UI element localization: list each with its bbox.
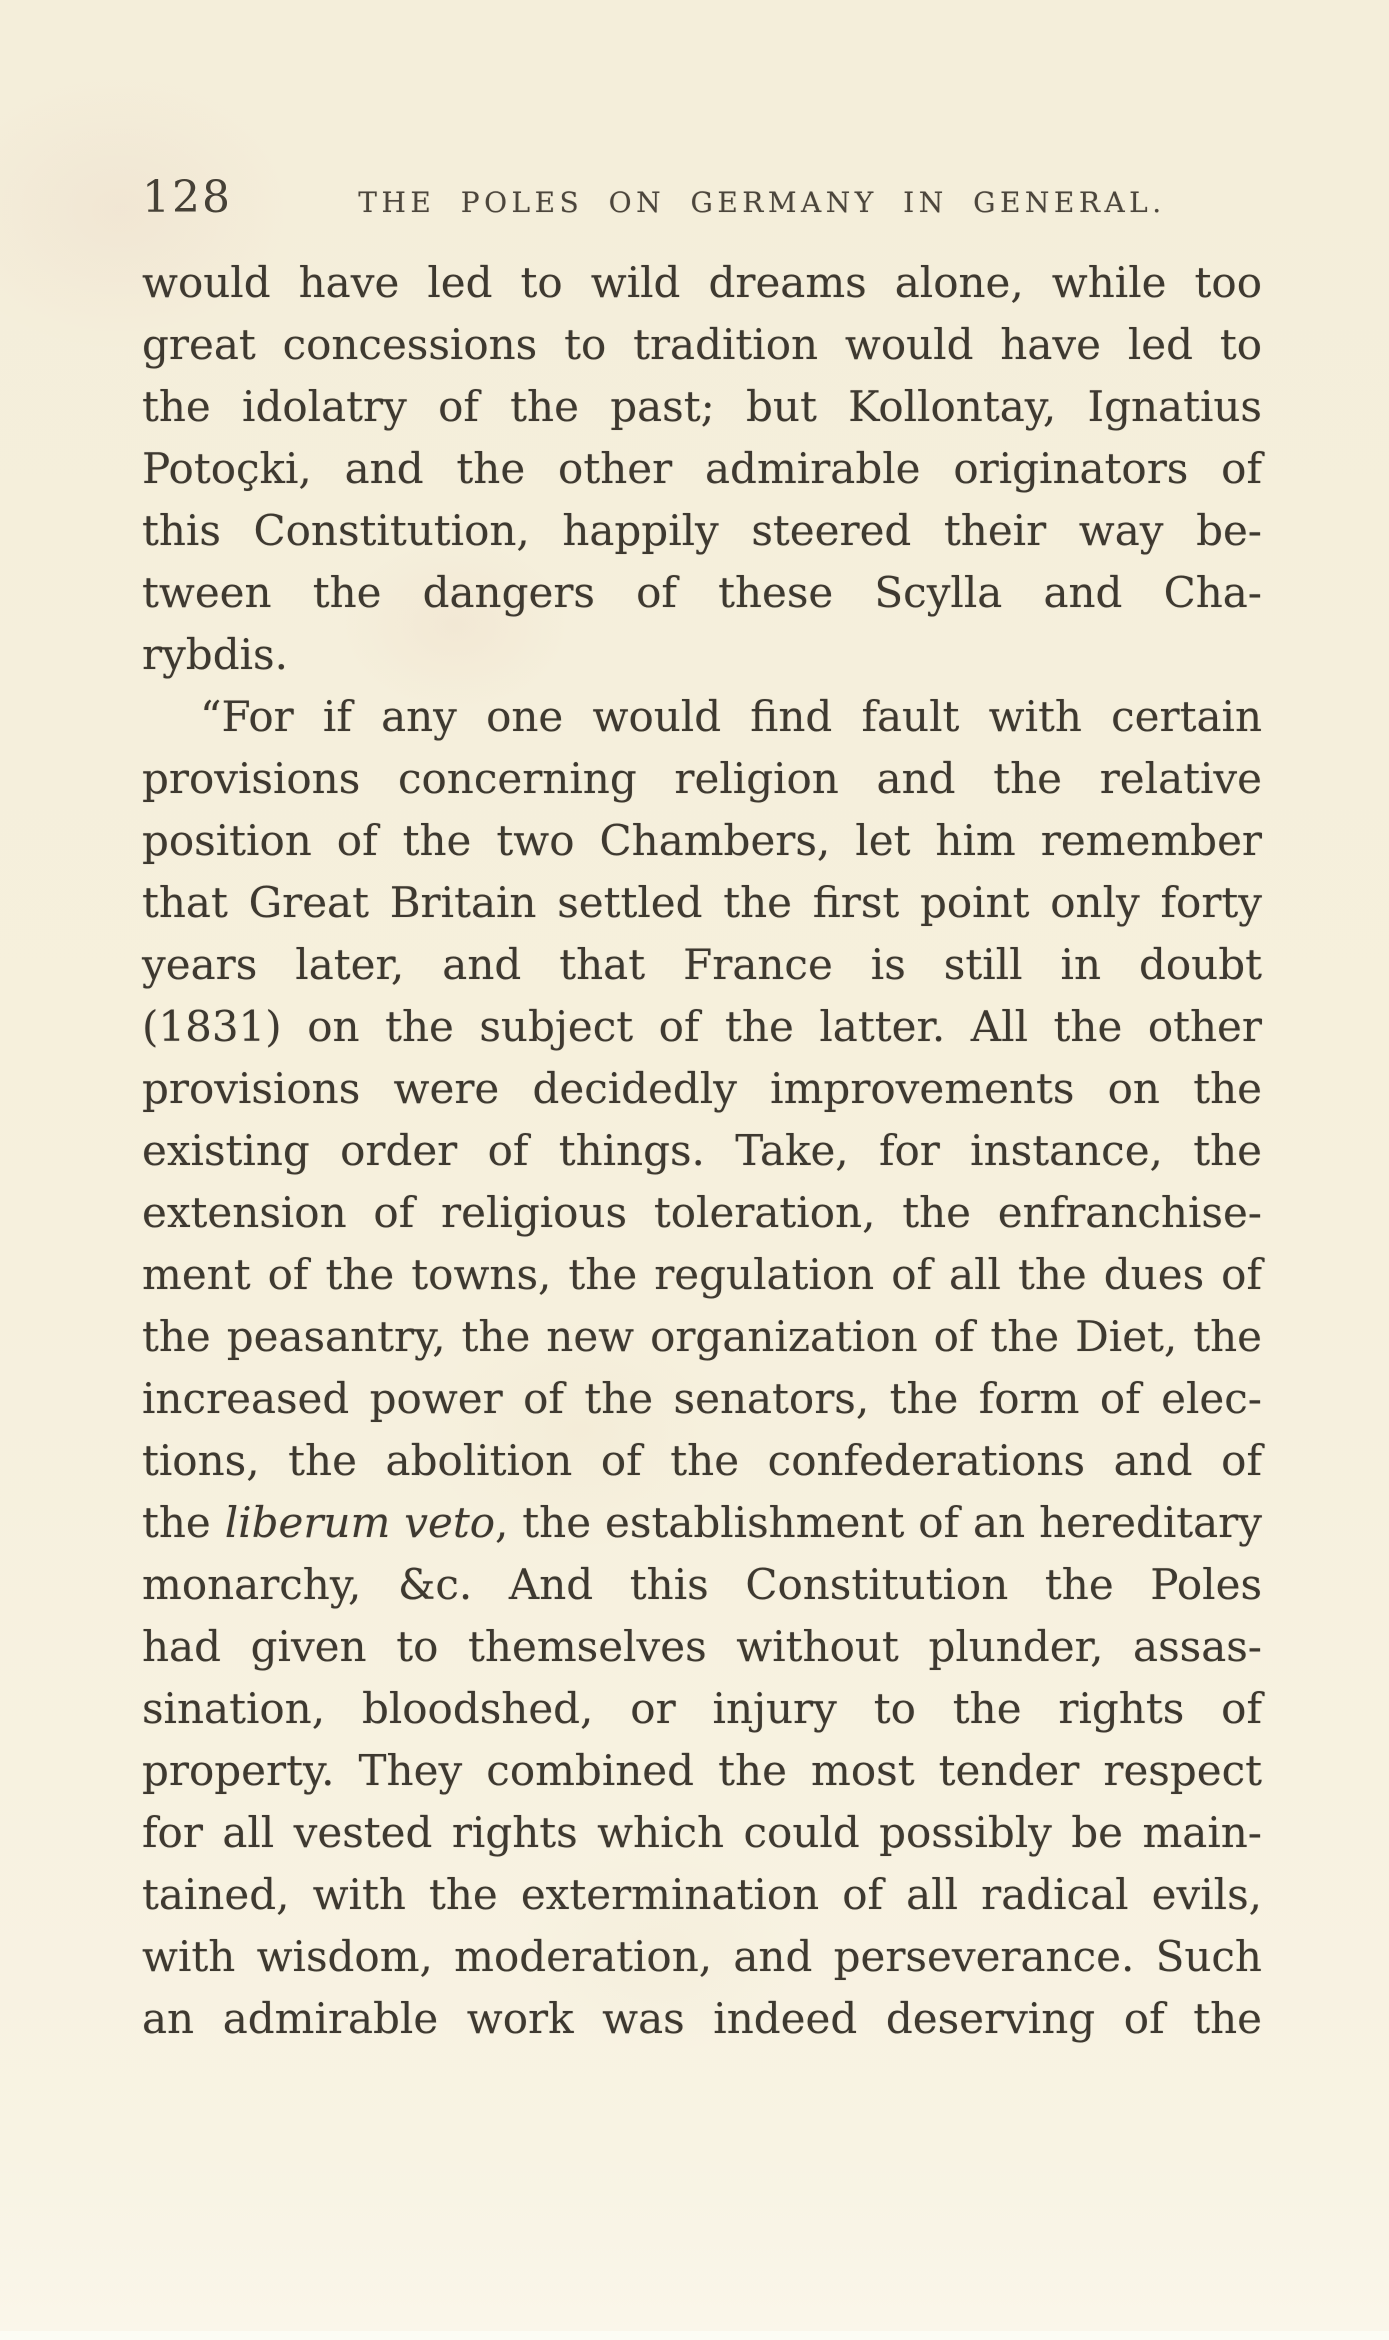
text-line: great concessions to tradition would have led to bbox=[142, 320, 1262, 369]
text-line: tions, the abolition of the confederations and of bbox=[142, 1436, 1262, 1485]
text-line: this Constitution, happily steered their way be- bbox=[142, 506, 1262, 555]
text-line: that Great Britain settled the first point only forty bbox=[142, 878, 1262, 927]
text-line: had given to themselves without plunder, assas- bbox=[142, 1622, 1262, 1671]
page-header bbox=[142, 172, 1262, 223]
text-line: would have led to wild dreams alone, while too bbox=[142, 258, 1262, 307]
running-title: THE POLES ON GERMANY IN GENERAL. bbox=[358, 186, 1166, 219]
text-line: (1831) on the subject of the latter. All the other bbox=[142, 1002, 1262, 1051]
page-number: 128 bbox=[142, 172, 232, 223]
text-line: tained, with the extermination of all radical evils, bbox=[142, 1870, 1262, 1919]
page-body bbox=[142, 252, 1262, 2050]
text-line: “For if any one would find fault with certain bbox=[200, 692, 1262, 741]
text-line: an admirable work was indeed deserving of the bbox=[142, 1994, 1262, 2043]
text-line: the idolatry of the past; but Kollontay, Ignatius bbox=[142, 382, 1262, 431]
text-line: the liberum veto, the establishment of an hereditary bbox=[142, 1498, 1262, 1547]
text-line: the peasantry, the new organization of the Diet, the bbox=[142, 1312, 1262, 1361]
text-line: monarchy, &c. And this Constitution the Poles bbox=[142, 1560, 1262, 1609]
text-line: provisions concerning religion and the relative bbox=[142, 754, 1262, 803]
text-line: years later, and that France is still in doubt bbox=[142, 940, 1262, 989]
text-line: sination, bloodshed, or injury to the rights of bbox=[142, 1684, 1262, 1733]
text-line: tween the dangers of these Scylla and Cha- bbox=[142, 568, 1262, 617]
text-line: extension of religious toleration, the enfranchise- bbox=[142, 1188, 1262, 1237]
text-line: provisions were decidedly improvements on the bbox=[142, 1064, 1262, 1113]
text-line: increased power of the senators, the form of elec- bbox=[142, 1374, 1262, 1423]
text-line: rybdis. bbox=[142, 630, 288, 679]
text-line: with wisdom, moderation, and perseverance. Such bbox=[142, 1932, 1262, 1981]
scan-bottom-edge bbox=[0, 2331, 1389, 2340]
text-line: Potoçki, and the other admirable originators of bbox=[142, 444, 1262, 493]
text-line: existing order of things. Take, for instance, the bbox=[142, 1126, 1262, 1175]
italic-text: liberum veto bbox=[224, 1498, 495, 1547]
text-line: for all vested rights which could possibly be main- bbox=[142, 1808, 1262, 1857]
text-line: ment of the towns, the regulation of all the dues of bbox=[142, 1250, 1262, 1299]
text-line: position of the two Chambers, let him remember bbox=[142, 816, 1262, 865]
text-line: property. They combined the most tender respect bbox=[142, 1746, 1262, 1795]
